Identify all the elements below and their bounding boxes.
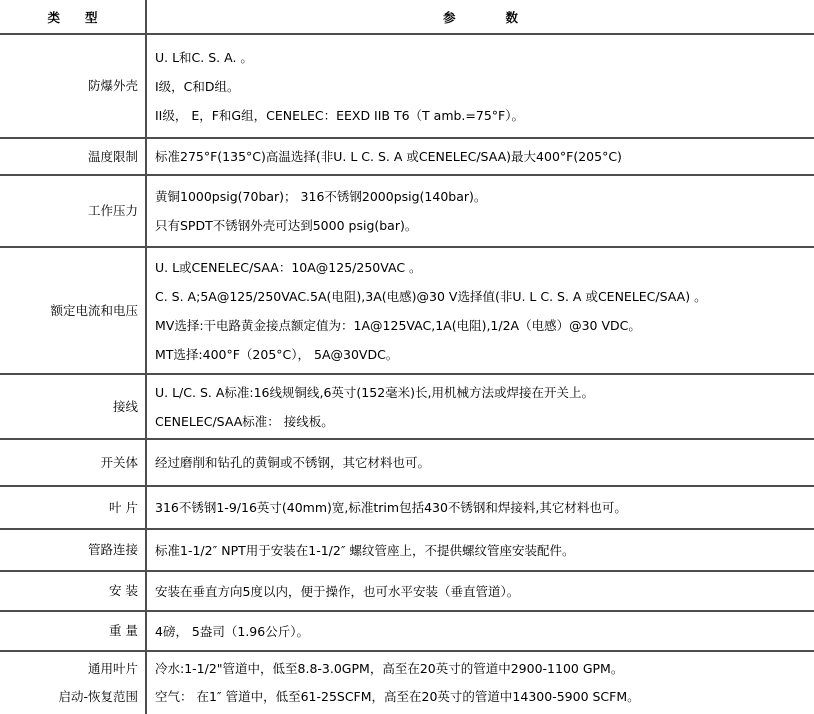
row-params-cell — [147, 652, 814, 714]
row-label: 叶 片 — [109, 499, 138, 515]
table-row — [0, 440, 814, 487]
table-row — [0, 652, 814, 714]
row-label: 安 装 — [109, 583, 138, 598]
param-line: 经过磨削和钻孔的黄铜或不锈钢，其它材料也可。 — [155, 455, 431, 470]
row-label: 管路连接 — [87, 542, 138, 557]
row-label-line2: 启动-恢复范围 — [58, 689, 138, 704]
table-row — [0, 487, 814, 530]
row-params-cell — [147, 375, 814, 438]
row-params-cell — [147, 612, 814, 650]
param-line: CENELEC/SAA标准： 接线板。 — [155, 413, 334, 429]
row-label: 防爆外壳 — [87, 78, 138, 93]
row-label: 开关体 — [100, 454, 138, 470]
table-row — [0, 612, 814, 652]
param-line: C. S. A;5A@125/250VAC.5A(电阻),3A(电感)@30 V选择值(非U. L C. S. A 或CENELEC/SAA) 。 — [155, 288, 707, 304]
param-line: U. L/C. S. A标准:16线规铜线,6英寸(152毫米)长,用机械方法或焊接在开关上。 — [155, 384, 595, 400]
param-line: 冷水:1-1/2"管道中，低至8.8-3.0GPM，高至在20英寸的管道中2900-1100 GPM。 — [155, 661, 624, 676]
param-line: MV选择:干电路黄金接点额定值为：1A@125VAC,1A(电阻),1/2A（电感）@30 VDC。 — [155, 317, 641, 333]
table-row — [0, 176, 814, 248]
param-line: 安装在垂直方向5度以内，便于操作，也可水平安装（垂直管道）。 — [155, 583, 520, 599]
param-line: 空气： 在1″ 管道中，低至61-25SCFM，高至在20英寸的管道中14300-5900 SCFM。 — [155, 689, 640, 704]
param-line: 只有SPDT不锈钢外壳可达到5000 psig(bar)。 — [155, 218, 418, 233]
row-params-cell — [147, 248, 814, 373]
row-label: 接线 — [112, 398, 138, 414]
row-label-cell — [0, 176, 147, 246]
table-row — [0, 530, 814, 572]
header-params-label: 参 数 — [442, 9, 518, 25]
row-params-cell — [147, 176, 814, 246]
row-label-cell — [0, 612, 147, 650]
table-row — [0, 139, 814, 176]
row-label: 通用叶片 — [87, 661, 138, 676]
param-line: I级，C和D组。 — [155, 78, 240, 94]
row-params-cell — [147, 572, 814, 610]
row-label-cell — [0, 35, 147, 137]
row-params-cell — [147, 440, 814, 485]
param-line: 标准275°F(135°C)高温选择(非U. L C. S. A 或CENELEC/SAA)最大400°F(205°C) — [155, 149, 622, 164]
param-line: 316不锈钢1-9/16英寸(40mm)宽,标准trim包括430不锈钢和焊接料,其它材料也可。 — [155, 500, 627, 515]
row-label: 温度限制 — [87, 148, 138, 164]
row-label-cell — [0, 440, 147, 485]
row-label-cell — [0, 572, 147, 610]
header-type-label: 类 型 — [47, 9, 98, 25]
row-params-cell — [147, 35, 814, 137]
row-params-cell — [147, 487, 814, 528]
table-row — [0, 248, 814, 375]
table-header-row — [0, 0, 814, 35]
header-cell-params — [147, 0, 814, 33]
row-label: 重 量 — [109, 623, 138, 638]
row-label: 额定电流和电压 — [50, 302, 138, 318]
table-row — [0, 375, 814, 440]
row-label: 工作压力 — [87, 203, 138, 218]
param-line: 4磅， 5盎司（1.96公斤）。 — [155, 623, 309, 639]
param-line: U. L或CENELEC/SAA：10A@125/250VAC 。 — [155, 259, 422, 275]
row-label-cell — [0, 652, 147, 714]
row-label-cell — [0, 487, 147, 528]
param-line: 黄铜1000psig(70bar)； 316不锈钢2000psig(140bar)。 — [155, 189, 487, 204]
row-label-cell — [0, 139, 147, 174]
row-params-cell — [147, 530, 814, 570]
header-cell-type — [0, 0, 147, 33]
param-line: II级， E，F和G组，CENELEC：EEXD IIB T6（T amb.=75°F）。 — [155, 107, 524, 123]
table-row — [0, 35, 814, 139]
param-line: U. L和C. S. A. 。 — [155, 49, 253, 65]
table-row — [0, 572, 814, 612]
param-line: 标准1-1/2″ NPT用于安装在1-1/2″ 螺纹管座上，不提供螺纹管座安装配件。 — [155, 542, 575, 558]
param-line: MT选择:400°F（205°C）， 5A@30VDC。 — [155, 346, 399, 362]
row-label-cell — [0, 248, 147, 373]
row-params-cell — [147, 139, 814, 174]
row-label-cell — [0, 530, 147, 570]
row-label-cell — [0, 375, 147, 438]
